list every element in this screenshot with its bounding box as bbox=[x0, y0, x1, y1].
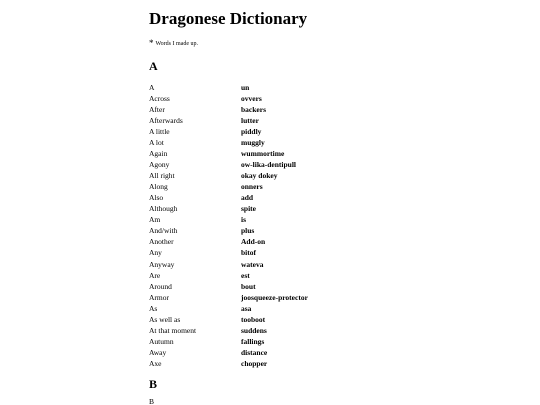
english-word: Around bbox=[149, 281, 172, 291]
english-word: Axe bbox=[149, 358, 162, 368]
dragonese-word: okay dokey bbox=[241, 171, 278, 181]
dragonese-word: asa bbox=[241, 303, 252, 313]
dragonese-word: plus bbox=[241, 226, 255, 236]
english-word: A bbox=[149, 83, 155, 92]
dragonese-word: bout bbox=[241, 281, 256, 291]
english-word: Any bbox=[149, 248, 162, 258]
english-word: Another bbox=[149, 237, 174, 247]
section-heading-b: B bbox=[149, 377, 158, 391]
english-word: Anyway bbox=[149, 259, 175, 269]
english-word: And/with bbox=[149, 226, 178, 236]
dragonese-word: backers bbox=[241, 105, 266, 115]
english-word: A lot bbox=[149, 138, 164, 148]
dragonese-word: lutter bbox=[241, 116, 259, 126]
footnote bbox=[149, 38, 198, 49]
english-word: Autumn bbox=[149, 336, 174, 346]
page-title: Dragonese Dictionary bbox=[149, 9, 308, 28]
dragonese-word: est bbox=[241, 270, 250, 280]
english-word: Armor bbox=[149, 292, 169, 302]
dragonese-word: joosqueeze-protector bbox=[241, 292, 308, 302]
english-word: Am bbox=[149, 215, 161, 225]
english-word: A little bbox=[149, 127, 170, 137]
dragonese-word: distance bbox=[241, 347, 268, 357]
dragonese-word: add bbox=[241, 193, 254, 203]
dragonese-word: wummortime bbox=[241, 149, 285, 159]
english-word: Also bbox=[149, 193, 164, 203]
english-word: As bbox=[149, 303, 158, 313]
dragonese-word: un bbox=[241, 83, 250, 92]
english-word: Agony bbox=[149, 160, 170, 170]
dragonese-word: spite bbox=[241, 204, 256, 214]
dragonese-word: ow-lika-dentipull bbox=[241, 160, 297, 170]
footnote-text: Words I made up. bbox=[155, 41, 199, 47]
dragonese-word: piddly bbox=[241, 127, 262, 137]
english-word: Away bbox=[149, 347, 167, 357]
dragonese-word: tooboot bbox=[241, 314, 266, 324]
english-word: Across bbox=[149, 94, 170, 104]
english-word: Although bbox=[149, 204, 178, 214]
english-word: All right bbox=[149, 171, 175, 181]
dragonese-word: Add-on bbox=[241, 237, 266, 247]
english-word: Are bbox=[149, 270, 161, 280]
section-heading-a: A bbox=[149, 59, 158, 73]
entry-partial: B bbox=[149, 398, 155, 405]
english-word: Along bbox=[149, 182, 168, 192]
dragonese-word: onners bbox=[241, 182, 263, 192]
english-word: As well as bbox=[149, 314, 181, 324]
dragonese-word: suddens bbox=[241, 325, 267, 335]
dragonese-word: fallings bbox=[241, 336, 265, 346]
dragonese-word: ovvers bbox=[241, 94, 262, 104]
footnote-symbol: * bbox=[149, 38, 154, 48]
english-word: Again bbox=[149, 149, 168, 159]
dragonese-word: bitof bbox=[241, 248, 256, 258]
english-word: Afterwards bbox=[149, 116, 183, 126]
english-word: After bbox=[149, 105, 165, 115]
english-word: At that moment bbox=[149, 325, 197, 335]
dragonese-word: wateva bbox=[241, 259, 264, 269]
dragonese-word: chopper bbox=[241, 358, 268, 368]
dragonese-word: is bbox=[241, 215, 247, 225]
dragonese-word: muggly bbox=[241, 138, 265, 148]
